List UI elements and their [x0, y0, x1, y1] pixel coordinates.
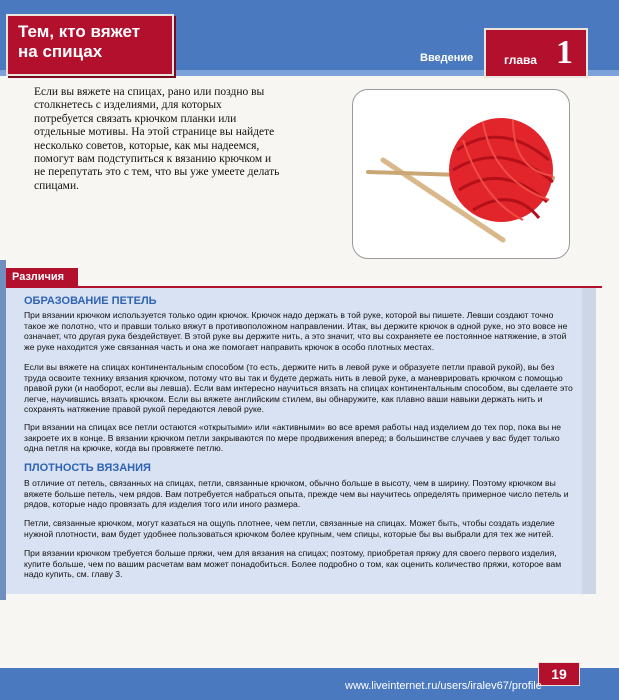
- section-tag: Различия: [6, 268, 78, 286]
- lead-paragraph: Если вы вяжете на спицах, рано или поздно вы столкнетесь с изделиями, для которых потребуется связать крючком планки или отдельные мотивы. На этой странице вы найдете несколько советов, которые, как мы надеемся, помогут вам подступиться к вязанию крючком и не перепутать это с тем, что вы уже умеете делать спицами.: [34, 86, 280, 192]
- chapter-badge: [484, 28, 588, 78]
- differences-panel: [6, 288, 596, 594]
- intro-label: Введение: [420, 52, 474, 64]
- page-number: 19: [538, 662, 580, 686]
- chapter-number: 1: [556, 34, 573, 71]
- page-title: Тем, кто вяжет на спицах: [18, 22, 141, 61]
- paragraph: При вязании крючком требуется больше пряжи, чем для вязания на спицах; поэтому, приобретая пряжу для своего первого изделия, купите больше, чем по вашим расчетам вам может понадобиться. Более подробно о том, как оценить количество пряжи, которое вам надо купить, см. главу 3.: [24, 548, 562, 580]
- paragraph: При вязании на спицах все петли остаются «открытыми» или «активными» во все время работы над изделием до тех пор, пока вы не закроете их в конце. В вязании крючком петли закрываются по мере продвижения вперед; в большинстве случаев у вас будет только одна петля на крючке, когда вы провяжете петлю.: [24, 422, 562, 454]
- source-url: www.liveinternet.ru/users/iralev67/profile: [345, 680, 542, 692]
- paragraph: При вязании крючком используется только один крючок. Крючок надо держать в той руке, которой вы пишете. Левши создают точно такое же полотно, что и правши только вяжут в противоположном направлении. Итак, вы держите крючок в одной руке, но это вовсе не означает, что другая рука бездействует. В этой руке вы держите нить, а это значит, что вы сохраняете ее постоянное натяжение, в этой же руке находится уже связанная часть и она же помогает направить крючок в особо плотных местах.: [24, 310, 568, 352]
- paragraph: Если вы вяжете на спицах континентальным способом (то есть, держите нить в левой руке и образуете петли правой рукой), вы без труда освоите технику вязания крючком, потому что вы так и будете держать нить в левой руке, а маневрировать крючком с помощью правой руки (и наоборот, если вы левша). Если вам интересно научиться вязать на спицах континентальным способом, вы сделаете это легче, научившись вязать крючком. Если вы вяжете английским стилем, вы обнаружите, как плавно ваши навыки держать нить и сохранять натяжение правой рукой передаются левой руке.: [24, 362, 573, 415]
- yarn-ball-illustration: [353, 90, 569, 258]
- section-heading: ПЛОТНОСТЬ ВЯЗАНИЯ: [24, 462, 151, 474]
- chapter-word: глава: [504, 53, 537, 67]
- page-title-box: [6, 14, 174, 76]
- paragraph: Петли, связанные крючком, могут казаться на ощупь плотнее, чем петли, связанные на спицах. Может быть, чтобы создать изделие нужной плотности, вам будет удобнее пользоваться крючком более крупным, чем спицы, которые бы вы выбрали для тех же нитей.: [24, 518, 555, 539]
- yarn-needles-photo: [352, 89, 570, 259]
- paragraph: В отличие от петель, связанных на спицах, петли, связанные крючком, обычно больше в высоту, чем в ширину. Поэтому крючком вы вяжете больше петель, чем рядов. Вам потребуется набраться опыта, прежде чем вы научитесь определять примерное число петель и рядов, которые надо провязать для изделия того или иного размера.: [24, 478, 569, 510]
- section-heading: ОБРАЗОВАНИЕ ПЕТЕЛЬ: [24, 295, 157, 307]
